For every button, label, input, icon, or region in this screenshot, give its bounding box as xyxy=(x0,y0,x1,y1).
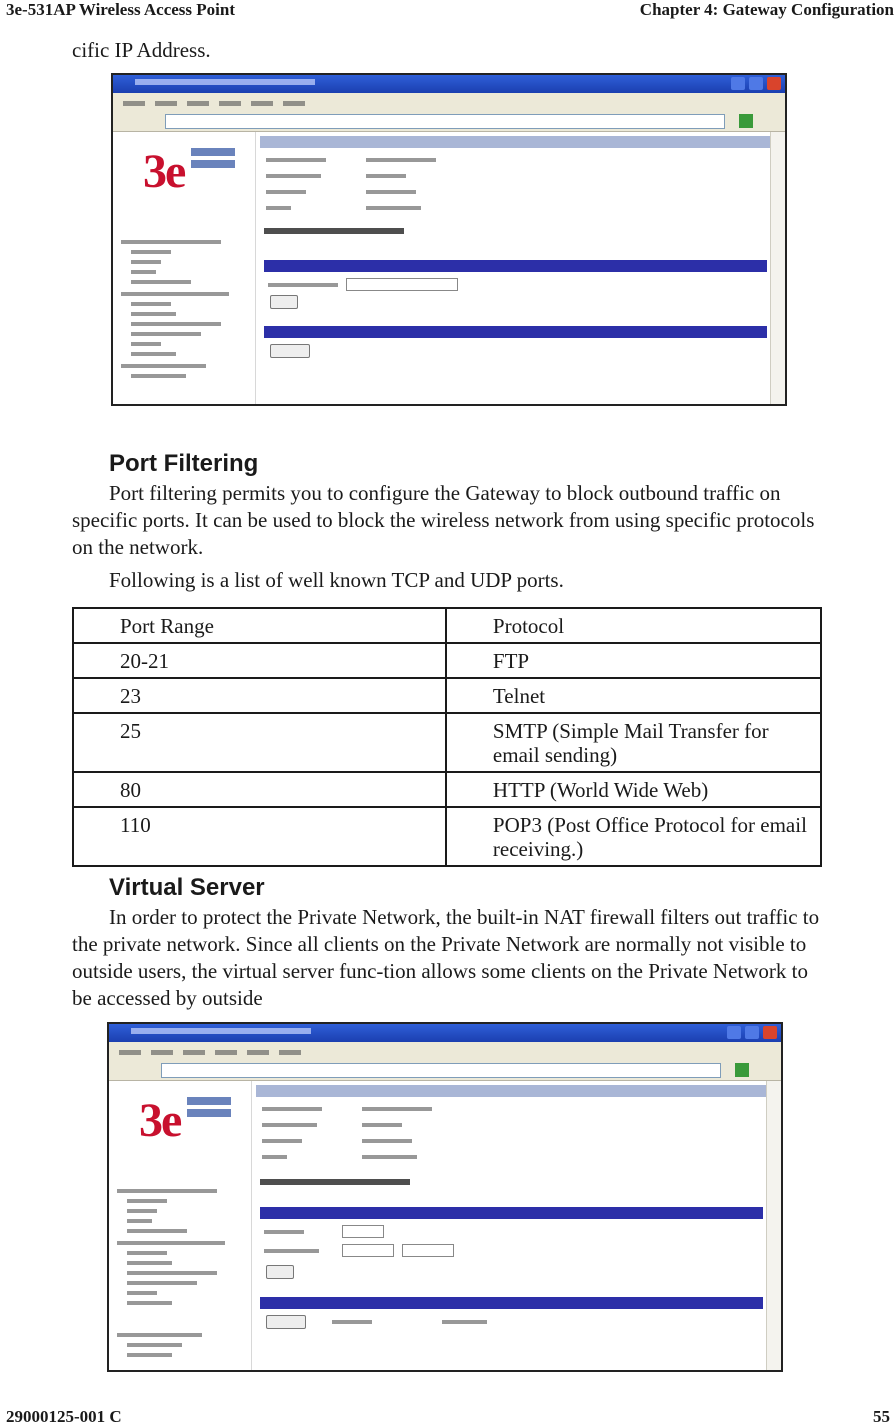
table-row xyxy=(73,772,821,807)
delete-button xyxy=(270,344,310,358)
browser-menubar xyxy=(113,93,785,111)
table-row xyxy=(73,807,821,866)
port-start-input xyxy=(342,1244,394,1257)
table-cell: 23 xyxy=(73,678,446,713)
table-cell: 110 xyxy=(73,807,446,866)
port-end-input xyxy=(402,1244,454,1257)
minimize-icon xyxy=(727,1026,741,1039)
table-cell: HTTP (World Wide Web) xyxy=(446,772,821,807)
add-button xyxy=(266,1265,294,1279)
intro-fragment: cific IP Address. xyxy=(72,38,211,62)
table-row xyxy=(73,678,821,713)
browser-menubar xyxy=(109,1042,781,1060)
section-bar xyxy=(264,326,767,338)
table-row xyxy=(73,713,821,772)
table-cell: 25 xyxy=(73,713,446,772)
section-bar xyxy=(264,260,767,272)
screenshot-port-filtering xyxy=(107,1022,783,1372)
config-main xyxy=(252,1081,767,1370)
table-cell: 20-21 xyxy=(73,643,446,678)
footer-page-number: 55 xyxy=(873,1407,890,1426)
scrollbar xyxy=(770,132,785,404)
minimize-icon xyxy=(731,77,745,90)
close-icon xyxy=(763,1026,777,1039)
table-cell: Telnet xyxy=(446,678,821,713)
go-icon xyxy=(735,1063,749,1077)
brand-logo: 3e xyxy=(139,1094,181,1147)
table-row xyxy=(73,643,821,678)
table-cell: POP3 (Post Office Protocol for email receiving.) xyxy=(446,807,821,866)
heading-port-filtering: Port Filtering xyxy=(109,450,259,477)
page-title xyxy=(264,228,404,234)
config-sidebar xyxy=(109,1081,252,1370)
header-left: 3e-531AP Wireless Access Point xyxy=(6,0,236,19)
paragraph-virtual-server: In order to protect the Private Network, the built-in NAT firewall filters out traffic to the private network. Since all clients on the Private Network are normally not visible to outside users, the virtual server func-tion allows some clients on the Private Network to be accessed by outside xyxy=(72,905,820,1010)
delete-button xyxy=(266,1315,306,1329)
brand-logo: 3e xyxy=(143,145,185,198)
ports-table xyxy=(72,607,822,867)
section-bar xyxy=(260,1297,763,1309)
browser-address-bar xyxy=(113,111,785,132)
page-title xyxy=(260,1179,410,1185)
browser-address-bar xyxy=(109,1060,781,1081)
maximize-icon xyxy=(745,1026,759,1039)
add-button xyxy=(270,295,298,309)
header-right: Chapter 4: Gateway Configuration xyxy=(639,0,894,19)
go-icon xyxy=(739,114,753,128)
maximize-icon xyxy=(749,77,763,90)
screenshot-ip-filtering xyxy=(111,73,787,406)
footer-doc-number: 29000125-001 C xyxy=(6,1407,122,1426)
paragraph-port-list-intro: Following is a list of well known TCP and UDP ports. xyxy=(109,568,564,592)
config-main xyxy=(256,132,771,404)
table-header-cell: Protocol xyxy=(446,608,821,643)
scrollbar xyxy=(766,1081,781,1370)
table-cell: SMTP (Simple Mail Transfer for email sending) xyxy=(446,713,821,772)
paragraph-port-filtering: Port filtering permits you to configure the Gateway to block outbound traffic on specific ports. It can be used to block the wireless network from using specific protocols on the network. xyxy=(72,481,815,559)
table-header-row xyxy=(73,608,821,643)
config-sidebar xyxy=(113,132,256,404)
table-cell: FTP xyxy=(446,643,821,678)
section-bar xyxy=(260,1207,763,1219)
close-icon xyxy=(767,77,781,90)
browser-titlebar xyxy=(113,75,785,93)
table-header-cell: Port Range xyxy=(73,608,446,643)
browser-titlebar xyxy=(109,1024,781,1042)
protocol-select xyxy=(342,1225,384,1238)
table-cell: 80 xyxy=(73,772,446,807)
heading-virtual-server: Virtual Server xyxy=(109,874,265,901)
ip-address-input xyxy=(346,278,458,291)
